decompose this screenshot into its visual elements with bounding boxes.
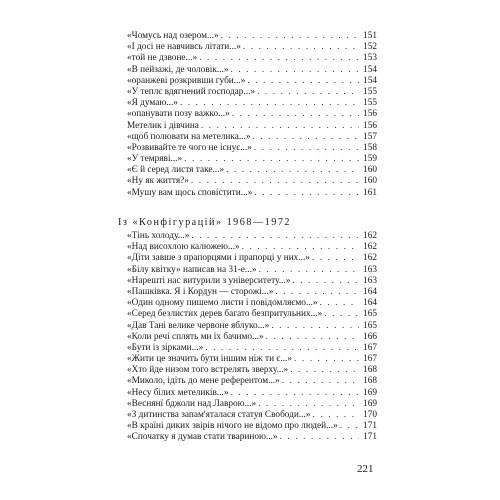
toc-entry-page: 158 [363,142,377,153]
toc-entry-title: «Несу білих метеликів...» [127,387,229,398]
toc-entry-title: «Миколо, ідіть до мене референтом...» [127,376,280,387]
toc-entry-page: 156 [363,120,377,131]
page-number: 221 [357,463,374,475]
toc-entry [127,265,377,276]
toc-entry-page: 153 [363,53,377,64]
toc-entry [127,421,377,432]
toc-entry-title: «той не дзвоне...» [127,53,198,64]
toc-entry-page: 163 [363,275,377,286]
toc-entry-title: «Коли речі сплять ми їх бачимо...» [127,331,264,342]
toc-entry-page: 162 [363,231,377,241]
toc-entry-title: «оранжеві розкривши губи...» [127,75,246,86]
toc-entry-page: 165 [363,309,377,320]
toc-entry-title: «щоб полювати на метелика...» [127,131,251,142]
toc-entry-page: 164 [363,286,377,297]
toc-entry [127,432,377,443]
toc-entry-title: «У теплє вдягнений господар...» [127,86,256,97]
dot-leader [191,231,359,242]
dot-leader [275,287,359,298]
toc-entry-title: «Один одному пишемо листи і повідомляємо...» [127,298,318,309]
toc-entry [127,242,377,253]
toc-entry [127,176,377,187]
dot-leader [257,87,359,98]
toc-entry-page: 168 [363,365,377,376]
toc-entry-page: 163 [363,264,377,275]
table-of-contents-part-1 [127,31,377,199]
toc-entry [127,410,377,421]
dot-leader [199,53,359,64]
dot-leader [266,332,359,343]
dot-leader [242,242,359,253]
toc-entry [127,376,377,387]
toc-entry-page: 155 [363,98,377,109]
dot-leader [258,399,359,410]
toc-entry [127,31,377,42]
toc-entry-page: 165 [363,320,377,331]
dot-leader [292,276,359,287]
toc-entry-title: «У темряві...» [127,154,183,165]
toc-entry [127,53,377,64]
dot-leader [340,421,359,432]
dot-leader [290,365,359,376]
dot-leader [205,343,359,354]
toc-entry-page: 162 [363,242,377,253]
toc-entry-page: 166 [363,331,377,342]
toc-entry-title: «Чомусь над озером...» [127,31,219,41]
toc-entry-title: «Ну як життя?» [127,176,189,187]
toc-entry [127,231,377,242]
toc-entry-page: 164 [363,298,377,309]
toc-entry [127,287,377,298]
toc-entry-page: 169 [363,398,377,409]
toc-entry-title: «І досі не навчивсь літати...» [127,42,241,53]
toc-entry-page: 160 [363,165,377,176]
toc-entry-page: 162 [363,253,377,264]
dot-leader [226,165,359,176]
toc-entry-title: «Є й серед листя таке...» [127,165,225,176]
dot-leader [313,410,359,421]
toc-entry-title: «опанувати позу важко...» [127,109,230,120]
dot-leader [232,109,359,120]
toc-entry [127,132,377,143]
toc-entry-page: 161 [363,187,377,198]
toc-entry [127,343,377,354]
toc-entry-title: «Над висохлою калюжею...» [127,242,240,253]
dot-leader [231,388,359,399]
toc-entry-title: «Веснянї бджоли над Лаврою...» [127,398,257,409]
toc-entry-title: «В країні диких звірів нічого не відомо про людей...» [127,421,338,432]
toc-entry-title: «Жити це значить бути іншим ніж ти є...» [127,354,292,365]
toc-entry-title: «Розвивайте те чого не існує...» [127,142,252,153]
toc-entry-title: «Я думаю...» [127,98,178,109]
toc-entry-page: 154 [363,64,377,75]
dot-leader [324,309,359,320]
toc-entry [127,109,377,120]
toc-entry-page: 159 [363,154,377,165]
dot-leader [184,154,359,165]
toc-entry [127,165,377,176]
toc-entry [127,98,377,109]
toc-entry [127,321,377,332]
toc-entry [127,65,377,76]
dot-leader [201,121,359,132]
toc-entry-page: 169 [363,387,377,398]
toc-entry-page: 152 [363,42,377,53]
toc-entry-title: «З дитинства запам'яталася статуя Свободи...» [127,410,311,420]
toc-entry-title: «Пашківка. Я і Кордун — сторожі...» [127,286,274,297]
dot-leader [320,298,360,309]
toc-entry [127,354,377,365]
toc-entry-page: 168 [363,376,377,387]
toc-entry-title: «Мушу вам щось сповістити...» [127,187,253,198]
dot-leader [191,176,359,187]
toc-entry-title: «Нарешті нас витурили з університету...» [127,275,291,286]
toc-entry [127,276,377,287]
section-heading: Із «Конфігурацій» 1968—1972 [118,217,292,228]
toc-entry-page: 170 [363,410,377,420]
toc-entry-page: 167 [363,354,377,365]
dot-leader [282,376,359,387]
dot-leader [247,76,359,87]
dot-leader [294,354,359,365]
toc-entry-title: «Спочатку я думав стати твариною...» [127,432,278,443]
toc-entry-page: 157 [363,131,377,142]
toc-entry [127,87,377,98]
toc-entry-page: 151 [363,31,377,41]
dot-leader [280,432,359,443]
dot-leader [221,31,359,42]
toc-entry [127,154,377,165]
dot-leader [243,42,359,53]
dot-leader [180,98,359,109]
toc-entry [127,332,377,343]
toc-entry [127,42,377,53]
dot-leader [254,188,359,199]
toc-entry [127,253,377,264]
toc-entry-title: «Дав Тані велике червоне яблуко...» [127,320,270,331]
toc-entry [127,121,377,132]
toc-entry-page: 171 [363,432,377,443]
toc-entry-page: 171 [363,421,377,432]
toc-entry [127,399,377,410]
toc-entry [127,365,377,376]
toc-entry-title: «Бути із зірками...» [127,342,204,353]
toc-entry-page: 154 [363,75,377,86]
toc-entry [127,188,377,199]
toc-entry-title: «В пейзажі, де чоловік...» [127,64,229,75]
toc-entry-page: 167 [363,342,377,353]
dot-leader [252,132,359,143]
toc-entry [127,76,377,87]
dot-leader [312,253,359,264]
table-of-contents-part-2 [127,231,377,444]
toc-entry-title: Метелик і дівчина [127,120,199,131]
dot-leader [231,65,360,76]
toc-entry-title: «Білу квітку» написав на 31-е...» [127,264,257,275]
dot-leader [271,321,359,332]
toc-entry [127,388,377,399]
toc-entry-title: «Серед безлистих дерев багато безпритульних...» [127,309,323,320]
toc-entry-page: 155 [363,86,377,97]
toc-entry-title: «Діти завше з прапорцями і прапорці у них...» [127,253,310,264]
toc-entry [127,298,377,309]
toc-entry-page: 160 [363,176,377,187]
toc-entry [127,143,377,154]
dot-leader [254,143,359,154]
toc-entry-page: 156 [363,109,377,120]
dot-leader [259,265,359,276]
toc-entry-title: «Тінь холоду...» [127,231,190,241]
toc-entry [127,309,377,320]
toc-entry-title: «Хто йде низом того встрелять зверху...» [127,365,289,376]
